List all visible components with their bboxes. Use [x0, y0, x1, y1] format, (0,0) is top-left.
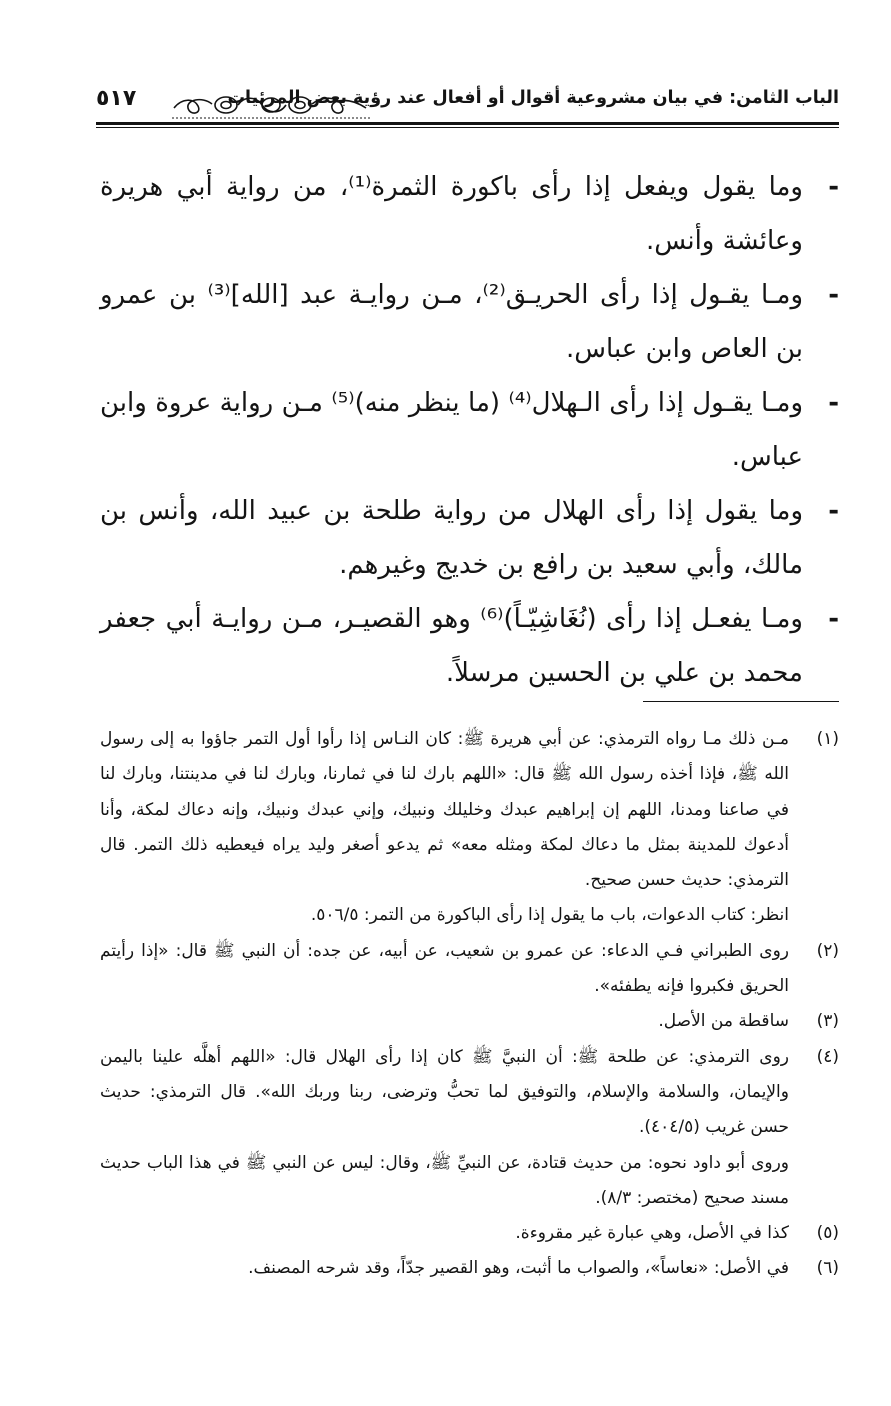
header-rule — [96, 122, 839, 125]
footnote — [100, 1004, 839, 1039]
footnote-number: (٢) — [816, 940, 839, 961]
footnote-number: (٦) — [816, 1258, 839, 1279]
bullet-dash: - — [828, 388, 839, 418]
list-item — [100, 268, 839, 376]
footnote-number: (٤) — [816, 1046, 839, 1067]
footnote-text: روى الطبراني فـي الدعاء: عن عمرو بن شعيب، عن أبيه، عن جده: أن النبي ﷺ قال: «إذا رأيتم الحريق فكبروا فإنه يطفئه». — [100, 940, 789, 997]
footnote — [100, 934, 839, 1005]
footnote-text: روى الترمذي: عن طلحة ﷺ: أن النبيَّ ﷺ كان إذا رأى الهلال قال: «اللهم أهلَّه علينا باليمن والإيمان، والسلامة والإسلام، والتوفيق لما تحبُّ وترضى، ربنا وربك الله». قال الترمذي: حديث حسن غريب (٤٠٤/٥). — [100, 1046, 789, 1138]
header-rule-thin — [96, 127, 839, 128]
footnote-text: كذا في الأصل، وهي عبارة غير مقروءة. — [515, 1223, 789, 1244]
running-title: الباب الثامن: في بيان مشروعية أقوال أو أفعال عند رؤية بعض المرئيات — [227, 88, 839, 108]
footnote — [100, 722, 839, 934]
list-item — [100, 160, 839, 268]
list-item — [100, 484, 839, 592]
decorative-ornament-icon — [168, 90, 374, 120]
footnote-number: (١) — [816, 729, 839, 749]
main-text — [100, 160, 839, 700]
footnote-text: وروى أبو داود نحوه: من حديث قتادة، عن النبيِّ ﷺ، وقال: ليس عن النبي ﷺ في هذا الباب حديث مسند صحيح (مختصر: ٨/٣). — [100, 1152, 789, 1208]
footnote — [100, 1251, 839, 1286]
footnote-text: ساقطة من الأصل. — [658, 1011, 789, 1032]
footnote-text: مـن ذلك مـا رواه الترمذي: عن أبي هريرة ﷺ: كان النـاس إذا رأوا أول التمر جاؤوا به إلى رسول الله ﷺ، فإذا أخذه رسول الله ﷺ قال: «اللهم بارك لنا في ثمارنا، وبارك لنا في مدينتنا، وبارك لنا في صاعنا ومدنا، اللهم إن إبراهيم عبدك وخليلك ونبيك، وإني عبدك ونبيك، وإنه دعاك لمكة، وأنا أدعوك للمدينة بمثل ما دعاك لمكة ومثله معه» ثم يدعو أصغر وليد يراه فيعطيه ذلك التمر. قال الترمذي: حديث حسن صحيح. — [100, 729, 789, 891]
page-header — [96, 84, 839, 126]
item-text: ومـا يقـول إذا رأى الـهلال⁽⁴⁾ (ما ينظر منه)⁽⁵⁾ مـن رواية عروة وابن عباس. — [100, 388, 804, 472]
footnote — [100, 1216, 839, 1251]
bullet-dash: - — [828, 604, 839, 634]
list-item — [100, 592, 839, 700]
item-text: وما يقول إذا رأى الهلال من رواية طلحة بن عبيد الله، وأنس بن مالك، وأبي سعيد بن رافع بن خديج وغيرهم. — [100, 496, 803, 580]
footnote-number: (٣) — [816, 1011, 839, 1032]
bullet-dash: - — [828, 280, 839, 310]
footnote-text: في الأصل: «نعاساً»، والصواب ما أثبت، وهو القصير جدّاً، وقد شرحه المصنف. — [248, 1258, 789, 1279]
footnote-text: انظر: كتاب الدعوات، باب ما يقول إذا رأى الباكورة من التمر: ٥٠٦/٥. — [310, 905, 789, 926]
bullet-dash: - — [828, 496, 839, 526]
item-text: ومـا يفعـل إذا رأى (نُغَاشِيّـاً)⁽⁶⁾ وهو القصيـر، مـن روايـة أبي جعفر محمد بن علي بن الحسين مرسلاً. — [100, 604, 803, 688]
list-item — [100, 376, 839, 484]
item-text: وما يقول ويفعل إذا رأى باكورة الثمرة⁽¹⁾، من رواية أبي هريرة وعائشة وأنس. — [100, 172, 803, 256]
bullet-dash: - — [828, 172, 839, 202]
footnote-divider — [643, 701, 839, 702]
footnote — [100, 1040, 839, 1216]
footnote-number: (٥) — [816, 1223, 839, 1244]
page-number: ٥١٧ — [96, 86, 137, 111]
footnotes — [100, 722, 839, 1287]
item-text: ومـا يقـول إذا رأى الحريـق⁽²⁾، مـن روايـة عبد [الله]⁽³⁾ بن عمرو بن العاص وابن عباس. — [100, 280, 804, 364]
